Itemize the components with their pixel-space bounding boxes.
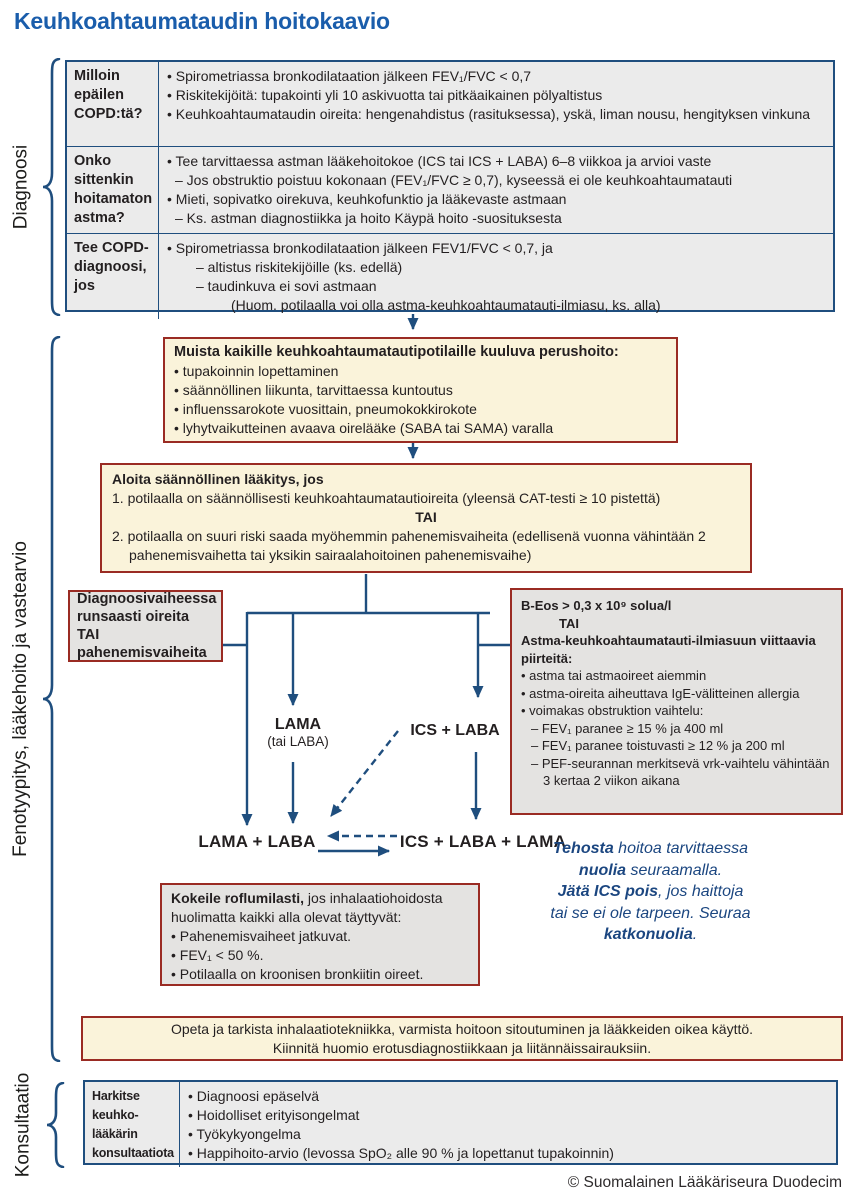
sub-line: – taudinkuva ei sovi astmaan (196, 278, 377, 294)
start-medication-title: Aloita säännöllinen lääkitys, jos (112, 471, 324, 487)
ics-laba-lama-node: ICS + LABA + LAMA (399, 832, 567, 851)
bullet-line: • Diagnoosi epäselvä (188, 1088, 319, 1104)
bullet-line: • Riskitekijöitä: tupakointi yli 10 askivuotta tai pitkäaikainen pölyaltistus (167, 87, 603, 103)
diagnosis-row-content (159, 62, 833, 147)
roflumilast-title: Kokeile roflumilasti, jos inhalaatiohoidosta huolimatta kaikki alla olevat täyttyvät: (171, 890, 443, 925)
note-line: (Huom. potilaalla voi olla astma-keuhkoahtaumatauti-ilmiasu, ks. alla) (231, 297, 661, 313)
basic-care-box (163, 337, 678, 443)
consultation-table (83, 1080, 838, 1165)
diagnosis-row-content (159, 234, 833, 319)
sub-line: – Ks. astman diagnostiikka ja hoito Käypä hoito -suosituksesta (175, 210, 562, 226)
inhalation-line: Opeta ja tarkista inhalaatiotekniikka, varmista hoitoon sitoutuminen ja lääkkeiden oikea käyttö. (170, 1020, 754, 1037)
sidebar-section-diagnosis (0, 58, 42, 316)
inhalation-box (81, 1016, 843, 1061)
diagnosis-brace (42, 58, 62, 316)
copyright: © Suomalainen Lääkäriseura Duodecim (567, 1174, 842, 1191)
bullet-line: • säännöllinen liikunta, tarvittaessa kuntoutus (174, 382, 453, 398)
inhalation-line: Kiinnitä huomio erotusdiagnostiikkaan ja liitännäissairauksiin. (272, 1039, 652, 1056)
beos-line: B-Eos > 0,3 x 10⁹ solua/l (521, 598, 672, 613)
bullet-line: • Spirometriassa bronkodilataation jälkeen FEV₁/FVC < 0,7 (167, 68, 532, 84)
note-line: Jätä ICS pois, jos haittoja (557, 883, 744, 900)
criterion-2: 2. potilaalla on suuri riski saada myöhemmin pahenemisvaiheita (edellisenä vuonna vähintään 2 pahenemisvaihetta tai yksikin sairaalahoitoinen pahenemisvaihe) (112, 528, 706, 563)
diagnosis-table (65, 60, 835, 312)
sidebar-section-phenotyping (0, 336, 42, 1062)
sub-line: – FEV₁ paranee toistuvasti ≥ 12 % ja 200 ml (531, 738, 785, 753)
criterion-1: 1. potilaalla on säännöllisesti keuhkoahtaumatautioireita (yleensä CAT-testi ≥ 10 pistettä) (112, 490, 661, 506)
lama-alt-label: (tai LABA) (267, 734, 329, 749)
sub-line: – Jos obstruktio poistuu kokonaan (FEV₁/FVC ≥ 0,7), kyseessä ei ole keuhkoahtaumatauti (175, 172, 733, 188)
bullet-line: • Hoidolliset erityisongelmat (188, 1107, 360, 1123)
consultation-row-content (180, 1082, 836, 1167)
note-line: katkonuolia. (603, 926, 698, 943)
phenotype-right-box (510, 588, 843, 815)
page-title: Keuhkoahtaumataudin hoitokaavio (14, 8, 390, 34)
bullet-line: • Mieti, sopivatko oirekuva, keuhkofunktio ja lääkevaste astmaan (167, 191, 567, 207)
asthma-copd-subtitle: Astma-keuhkoahtaumatauti-ilmiasuun viittaavia piirteitä: (521, 633, 816, 666)
diagnosis-row-header: Onko sittenkin hoitamaton astma? (67, 147, 159, 234)
bullet-line: • astma tai astmaoireet aiemmin (521, 668, 707, 683)
note-line: Tehosta hoitoa tarvittaessa (552, 840, 749, 857)
roflumilast-box (160, 883, 480, 986)
basic-care-title: Muista kaikille keuhkoahtaumatautipotilaille kuuluva perushoito: (174, 344, 619, 360)
consultation-brace (46, 1082, 66, 1168)
phenotyping-brace (42, 336, 62, 1062)
consultation-row-header: Harkitse keuhko-lääkärin konsultaatiota (85, 1082, 180, 1167)
bullet-line: • Spirometriassa bronkodilataation jälkeen FEV1/FVC < 0,7, ja (167, 240, 553, 256)
ics-laba-node: ICS + LABA (410, 722, 500, 739)
sub-line: – PEF-seurannan merkitsevä vrk-vaihtelu vähintään 3 kertaa 2 viikon aikana (531, 755, 830, 788)
diagnosis-row-header: Tee COPD-diagnoosi, jos (67, 234, 159, 319)
bullet-line: • FEV₁ < 50 %. (171, 947, 264, 963)
bullet-line: • Happihoito-arvio (levossa SpO₂ alle 90 % ja lopettanut tupakoinnin) (188, 1145, 614, 1161)
sub-line: – altistus riskitekijöille (ks. edellä) (196, 259, 403, 275)
lama-label: LAMA (274, 716, 322, 733)
note-line: nuolia seuraamalla. (578, 861, 723, 879)
sidebar-label-consultation: Konsultaatio (12, 1072, 34, 1178)
bullet-line: • Potilaalla on kroonisen bronkiitin oireet. (171, 966, 424, 982)
note-line: tai se ei ole tarpeen. Seuraa (550, 904, 751, 922)
or-label: TAI (559, 615, 579, 631)
or-label: TAI (415, 509, 437, 525)
sidebar-section-consultation (0, 1072, 46, 1178)
sidebar-label-phenotyping: Fenotyypitys, lääkehoito ja vastearvio (10, 541, 31, 857)
bullet-line: • influenssarokote vuosittain, pneumokokkirokote (174, 401, 477, 417)
bullet-line: • tupakoinnin lopettaminen (174, 363, 339, 379)
phenotype-left-box: Diagnoosivaiheessa runsaasti oireita TAI pahenemisvaiheita (68, 590, 223, 662)
bullet-line: • Tee tarvittaessa astman lääkehoitokoe (ICS tai ICS + LABA) 6–8 viikkoa ja arvioi vaste (167, 153, 712, 169)
lama-node (248, 716, 348, 749)
arrow-note (548, 838, 753, 946)
diagnosis-row-header: Milloin epäilen COPD:tä? (67, 62, 159, 147)
start-medication-box (100, 463, 752, 573)
bullet-line: • astma-oireita aiheuttava IgE-välitteinen allergia (521, 685, 800, 701)
bullet-line: • voimakas obstruktion vaihtelu: (521, 703, 704, 718)
sidebar-label-diagnosis: Diagnoosi (10, 144, 31, 230)
sub-line: – FEV₁ paranee ≥ 15 % ja 400 ml (531, 720, 724, 736)
lama-laba-node: LAMA + LABA (198, 832, 316, 851)
diagnosis-row-content (159, 147, 833, 234)
bullet-line: • Työkykyongelma (188, 1126, 301, 1142)
bullet-line: • Pahenemisvaiheet jatkuvat. (171, 928, 352, 944)
bullet-line: • Keuhkoahtaumataudin oireita: hengenahdistus (rasituksessa), yskä, liman nousu, hengityksen vinkuna (167, 106, 811, 122)
bullet-line: • lyhytvaikutteinen avaava oirelääke (SABA tai SAMA) varalla (174, 420, 554, 436)
